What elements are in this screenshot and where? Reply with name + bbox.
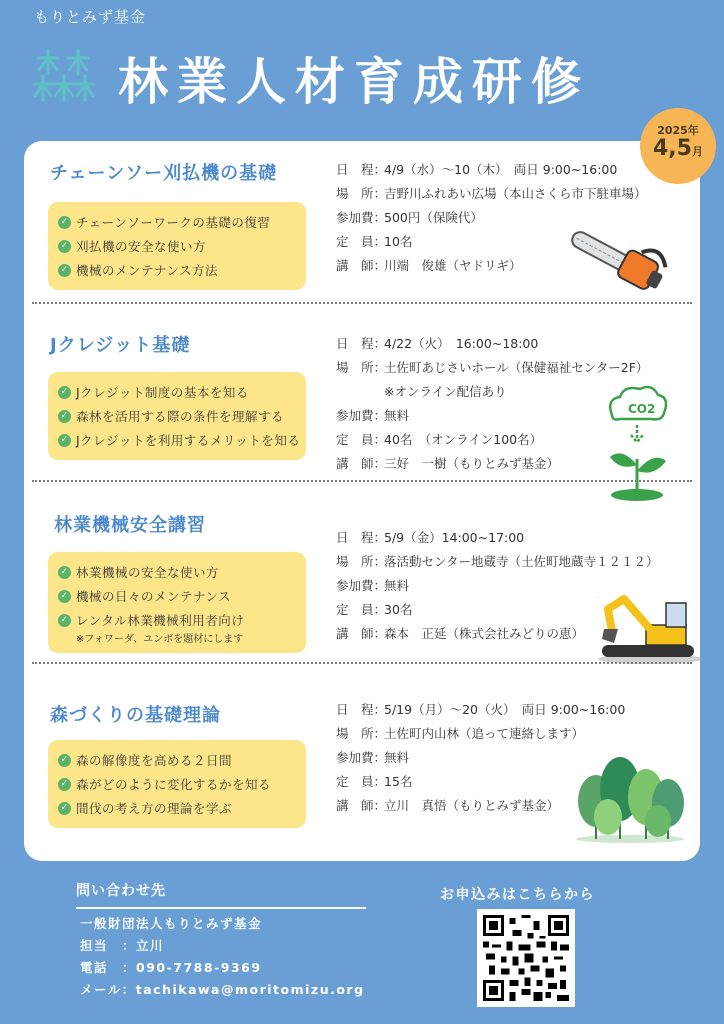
info-row: 定 員：15名 [336, 774, 413, 789]
list-item: ✓ 林業機械の安全な使い方 [58, 560, 298, 584]
contact-phone: 電話 ：090-7788-9369 [80, 960, 262, 975]
check-icon: ✓ [58, 240, 71, 253]
check-icon: ✓ [58, 778, 71, 791]
info-row: 定 員：10名 [336, 234, 413, 249]
list-item: ✓ Jクレジットを利用するメリットを知る [58, 428, 298, 452]
org-name: もりとみず基金 [34, 8, 147, 26]
info-row: 場 所：土佐町あじさいホール（保健福祉センター2F） [336, 360, 649, 375]
contact-email[interactable]: メール：tachikawa@moritomizu.org [80, 982, 365, 997]
info-row: ※オンライン配信あり [384, 384, 507, 399]
list-item: ✓ 森林を活用する際の条件を理解する [58, 404, 298, 428]
badge-year: 2025年 [657, 124, 699, 137]
forest-trees-icon [574, 751, 686, 843]
check-icon: ✓ [58, 264, 71, 277]
info-row: 講 師：川端 俊雄（ヤドリギ） [336, 258, 522, 273]
info-row: 場 所：土佐町内山林（追って連絡します） [336, 726, 585, 741]
points-box [48, 552, 306, 653]
check-icon: ✓ [58, 566, 71, 579]
info-row: 参加費：500円（保険代） [336, 210, 483, 225]
info-row: 日 程：5/19（月）～20（火） 両日 9:00~16:00 [336, 702, 626, 717]
co2-plant-icon [602, 385, 672, 501]
list-item: ✓ 機械の日々のメンテナンス [58, 584, 298, 608]
section-title: 林業機械安全講習 [54, 515, 206, 536]
info-row: 場 所：落活動センター地蔵寺（土佐町地蔵寺１２１２） [336, 554, 659, 569]
qr-code-icon [483, 915, 569, 1001]
info-row: 講 師：立川 真悟（もりとみず基金） [336, 798, 560, 813]
badge-months: 4,5月 [653, 136, 703, 161]
list-item: ✓ 森がどのように変化するかを知る [58, 772, 298, 796]
page-title: 林業人材育成研修 [118, 53, 590, 111]
apply-label: お申込みはこちらから [440, 887, 595, 903]
section-divider [32, 302, 692, 304]
check-icon: ✓ [58, 590, 71, 603]
section-title: チェーンソー刈払機の基礎 [50, 163, 278, 184]
list-item: ✓ 間伐の考え方の理論を学ぶ [58, 796, 298, 820]
excavator-icon [594, 589, 700, 665]
list-item: ✓ チェーンソーワークの基礎の復習 [58, 210, 298, 234]
info-row: 日 程：5/9（金）14:00~17:00 [336, 530, 525, 545]
chainsaw-icon [564, 223, 674, 303]
contact-divider [76, 907, 366, 909]
list-item: ✓ 森の解像度を高める２日間 [58, 748, 298, 772]
check-icon: ✓ [58, 754, 71, 767]
check-icon: ✓ [58, 614, 71, 627]
points-box [48, 202, 306, 290]
info-row: 定 員：40名 （オンライン100名） [336, 432, 543, 447]
info-row: 参加費：無料 [336, 578, 410, 593]
section-title: 森づくりの基礎理論 [50, 705, 221, 726]
check-icon: ✓ [58, 386, 71, 399]
section-divider [32, 662, 692, 664]
info-row: 場 所：吉野川ふれあい広場（本山さくら市下駐車場） [336, 186, 647, 201]
list-item: ✓ Jクレジット制度の基本を知る [58, 380, 298, 404]
check-icon: ✓ [58, 216, 71, 229]
info-row: 参加費：無料 [336, 408, 410, 423]
list-item: ✓ 機械のメンテナンス方法 [58, 258, 298, 282]
section-title: Jクレジット基礎 [50, 335, 191, 356]
co2-label: CO2 [628, 402, 656, 416]
check-icon: ✓ [58, 434, 71, 447]
info-row: 日 程：4/22（火） 16:00~18:00 [336, 336, 539, 351]
course-card [24, 141, 700, 861]
points-box [48, 372, 306, 460]
list-item: ✓ 刈払機の安全な使い方 [58, 234, 298, 258]
section-divider [32, 480, 692, 482]
info-row: 講 師：森本 正延（株式会社みどりの恵） [336, 626, 585, 641]
qr-code[interactable] [477, 909, 575, 1007]
info-row: 講 師：三好 一樹（もりとみず基金） [336, 456, 560, 471]
info-row: 参加費：無料 [336, 750, 410, 765]
contact-org: 一般財団法人もりとみず基金 [80, 916, 263, 931]
list-item: ✓ レンタル林業機械利用者向け [58, 608, 298, 632]
note-text: ※フォワーダ、ユンボを題材にします [76, 634, 244, 645]
date-badge [640, 108, 716, 184]
forest-logo-icon [32, 48, 96, 102]
contact-person: 担当 ：立川 [80, 938, 165, 953]
check-icon: ✓ [58, 410, 71, 423]
contact-title: 問い合わせ先 [76, 883, 166, 899]
info-row: 日 程：4/9（水）～10（木） 両日 9:00~16:00 [336, 162, 618, 177]
points-box [48, 740, 306, 828]
contact-info [80, 913, 365, 1001]
check-icon: ✓ [58, 802, 71, 815]
info-row: 定 員：30名 [336, 602, 413, 617]
